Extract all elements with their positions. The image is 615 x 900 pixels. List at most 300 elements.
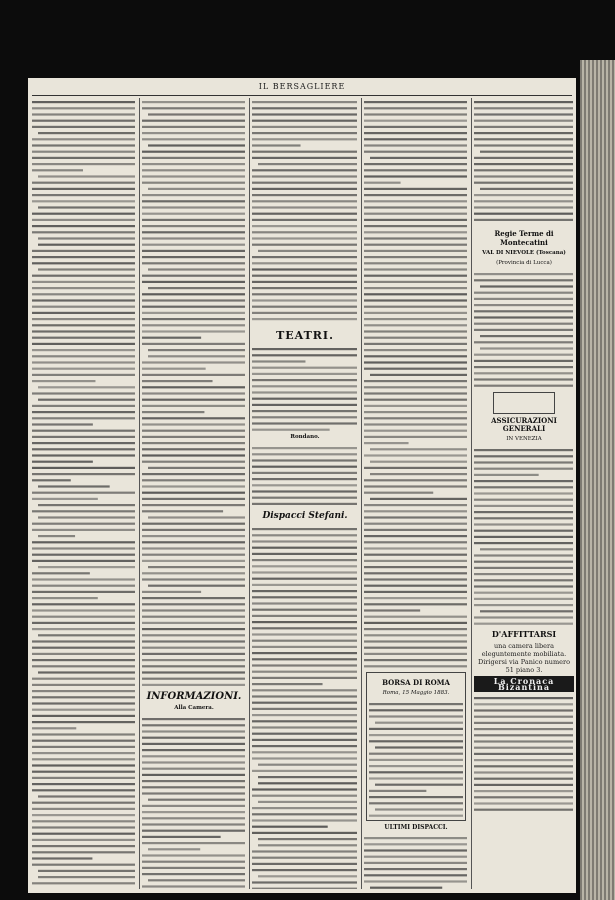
text-line — [474, 341, 573, 343]
affittarsi-address: Dirigersi via Panico numero 51 piano 3. — [477, 658, 570, 674]
text-line — [364, 219, 467, 221]
text-line — [142, 237, 245, 239]
text-line — [364, 213, 467, 215]
adjacent-page-strip — [580, 60, 615, 900]
text-line — [364, 182, 401, 184]
text-line — [32, 330, 135, 332]
text-line — [474, 157, 573, 159]
text-line — [369, 703, 463, 705]
text-line — [38, 485, 110, 487]
text-line — [364, 659, 467, 661]
text-line — [252, 888, 357, 889]
text-line — [364, 622, 467, 624]
text-line — [252, 447, 357, 449]
text-line — [142, 213, 245, 215]
text-line — [369, 796, 463, 798]
column-3 — [252, 98, 358, 889]
text-line — [480, 335, 573, 337]
text-line — [474, 213, 573, 215]
text-line — [32, 454, 135, 456]
text-line — [375, 784, 463, 786]
text-line — [142, 392, 245, 394]
text-line — [252, 813, 357, 815]
text-line — [474, 273, 573, 275]
text-line — [364, 479, 467, 481]
text-line — [474, 292, 573, 294]
text-line — [252, 733, 357, 735]
text-line — [474, 530, 573, 532]
text-line — [364, 566, 467, 568]
text-line — [142, 755, 245, 757]
text-line — [32, 678, 135, 680]
text-line — [32, 182, 135, 184]
text-line — [474, 778, 573, 780]
text-line — [252, 671, 357, 673]
text-line — [252, 360, 305, 362]
text-line — [32, 696, 135, 698]
text-line — [142, 811, 245, 813]
column-3-dispacci-text — [252, 525, 358, 889]
text-line — [369, 728, 463, 730]
text-line — [369, 740, 463, 742]
text-line — [474, 366, 573, 368]
text-line — [142, 854, 245, 856]
text-line — [32, 337, 135, 339]
text-line — [148, 566, 245, 568]
text-line — [364, 293, 467, 295]
text-line — [364, 547, 467, 549]
text-line — [252, 683, 323, 685]
text-line — [252, 534, 357, 536]
text-line — [252, 528, 357, 530]
cronaca-heading: La Cronaca Bizantina — [474, 676, 574, 692]
text-line — [474, 741, 573, 743]
text-line — [142, 337, 201, 339]
text-line — [142, 479, 245, 481]
text-line — [142, 120, 245, 122]
text-line — [369, 709, 463, 711]
text-line — [142, 572, 245, 574]
text-line — [142, 836, 221, 838]
text-line — [252, 484, 357, 486]
text-line — [369, 802, 463, 804]
text-line — [142, 225, 245, 227]
text-line — [252, 459, 357, 461]
text-line — [32, 752, 135, 754]
text-line — [364, 634, 467, 636]
text-line — [364, 837, 467, 839]
text-line — [364, 275, 467, 277]
text-line — [32, 690, 135, 692]
column-5-text — [474, 98, 574, 226]
text-line — [32, 702, 135, 704]
text-line — [32, 492, 135, 494]
text-line — [364, 609, 420, 611]
text-line — [375, 808, 463, 810]
column-1 — [32, 98, 136, 889]
text-line — [364, 454, 467, 456]
text-line — [142, 417, 245, 419]
text-line — [32, 622, 135, 624]
text-line — [474, 753, 573, 755]
text-line — [252, 256, 357, 258]
text-line — [258, 250, 357, 252]
text-line — [252, 826, 328, 828]
text-line — [252, 144, 301, 146]
text-line — [252, 627, 357, 629]
text-line — [474, 573, 573, 575]
assicurazioni-city: IN VENEZIA — [506, 436, 542, 442]
text-line — [474, 728, 573, 730]
text-line — [142, 737, 245, 739]
text-line — [252, 281, 357, 283]
assicurazioni-seal — [493, 392, 555, 414]
text-line — [142, 182, 245, 184]
text-line — [32, 857, 92, 859]
text-line — [474, 449, 573, 451]
text-line — [32, 101, 135, 103]
text-line — [474, 623, 573, 625]
text-line — [32, 709, 135, 711]
text-line — [252, 739, 357, 741]
text-line — [364, 485, 467, 487]
text-line — [364, 585, 467, 587]
text-line — [32, 609, 135, 611]
text-line — [38, 795, 135, 797]
text-line — [364, 244, 467, 246]
borsa-heading: BORSA DI ROMA — [382, 678, 450, 687]
text-line — [32, 628, 135, 630]
text-line — [142, 786, 245, 788]
text-line — [364, 572, 467, 574]
alla-camera-heading: Alla Camera. — [174, 705, 214, 711]
text-line — [142, 730, 245, 732]
text-line — [32, 585, 135, 587]
text-line — [32, 684, 135, 686]
text-line — [370, 473, 467, 475]
text-line — [474, 329, 573, 331]
text-line — [32, 572, 90, 574]
text-line — [32, 783, 135, 785]
text-line — [252, 596, 357, 598]
text-line — [364, 868, 467, 870]
text-line — [474, 461, 573, 463]
text-line — [252, 702, 357, 704]
text-line — [142, 169, 245, 171]
text-line — [252, 169, 357, 171]
text-line — [142, 792, 245, 794]
text-line — [258, 801, 357, 803]
text-line — [142, 200, 245, 202]
text-line — [258, 844, 357, 846]
text-line — [474, 101, 573, 103]
text-line — [252, 652, 357, 654]
text-line — [474, 455, 573, 457]
text-line — [364, 262, 467, 264]
text-line — [32, 312, 135, 314]
text-line — [252, 490, 357, 492]
text-line — [252, 157, 357, 159]
text-line — [252, 312, 357, 314]
text-line — [32, 225, 135, 227]
column-2-text-lower — [142, 715, 246, 889]
text-line — [252, 299, 357, 301]
text-line — [142, 299, 245, 301]
text-line — [142, 817, 245, 819]
text-line — [148, 349, 245, 351]
text-line — [142, 678, 245, 680]
text-line — [252, 658, 357, 660]
text-line — [142, 653, 245, 655]
text-line — [32, 591, 135, 593]
text-line — [142, 343, 245, 345]
borsa-date: Roma, 15 Maggio 1883. — [382, 690, 450, 696]
text-line — [364, 281, 467, 283]
text-line — [364, 368, 467, 370]
text-line — [252, 547, 357, 549]
text-line — [252, 219, 357, 221]
text-line — [364, 560, 467, 562]
text-line — [474, 759, 573, 761]
text-line — [142, 659, 245, 661]
text-line — [252, 745, 357, 747]
text-line — [142, 430, 245, 432]
text-line — [148, 113, 245, 115]
text-line — [364, 287, 467, 289]
text-line — [474, 138, 573, 140]
text-line — [369, 715, 463, 717]
text-line — [142, 318, 245, 320]
text-line — [474, 747, 573, 749]
text-line — [474, 132, 573, 134]
text-line — [364, 880, 467, 882]
text-line — [252, 565, 357, 567]
text-line — [474, 511, 573, 513]
text-line — [142, 306, 245, 308]
text-line — [364, 126, 467, 128]
text-line — [252, 609, 357, 611]
text-line — [142, 262, 245, 264]
text-line — [32, 498, 98, 500]
column-3-rondano-text — [252, 444, 358, 508]
text-line — [32, 231, 135, 233]
text-line — [142, 281, 245, 283]
text-line — [369, 790, 426, 792]
text-line — [252, 602, 357, 604]
text-line — [364, 874, 467, 876]
text-line — [142, 492, 245, 494]
text-line — [474, 200, 573, 202]
text-line — [480, 548, 573, 550]
text-line — [364, 380, 467, 382]
text-line — [142, 768, 245, 770]
text-line — [32, 318, 135, 320]
column-5 — [474, 98, 574, 889]
text-line — [142, 275, 245, 277]
text-line — [474, 542, 573, 544]
column-4-ultimi-text — [364, 834, 468, 889]
column-3-teatri-text — [252, 345, 358, 431]
dispacci-heading: Dispacci Stefani. — [262, 511, 348, 521]
text-line — [38, 535, 75, 537]
text-line — [252, 410, 357, 412]
text-line — [369, 734, 463, 736]
text-line — [142, 101, 245, 103]
text-line — [142, 671, 245, 673]
text-line — [32, 126, 135, 128]
teatri-heading: TEATRI. — [276, 329, 334, 342]
text-line — [32, 529, 135, 531]
text-line — [32, 826, 135, 828]
text-line — [252, 664, 357, 666]
text-line — [148, 848, 200, 850]
text-line — [474, 592, 573, 594]
terme-text — [474, 270, 574, 390]
text-line — [252, 151, 357, 153]
text-line — [142, 411, 204, 413]
text-line — [142, 250, 245, 252]
text-line — [32, 771, 135, 773]
text-line — [474, 616, 573, 618]
text-line — [364, 194, 467, 196]
text-line — [364, 312, 467, 314]
text-line — [474, 772, 573, 774]
text-line — [364, 144, 467, 146]
masthead — [28, 82, 576, 96]
terme-province: (Provincia di Lucca) — [496, 260, 552, 266]
text-line — [364, 523, 467, 525]
text-line — [32, 250, 135, 252]
text-line — [32, 560, 135, 562]
text-line — [364, 237, 467, 239]
text-line — [252, 646, 357, 648]
text-line — [142, 194, 245, 196]
text-line — [38, 876, 135, 878]
text-line — [364, 200, 467, 202]
text-line — [252, 466, 357, 468]
text-line — [32, 851, 135, 853]
text-line — [252, 373, 357, 375]
text-line — [38, 870, 135, 872]
text-line — [364, 355, 467, 357]
text-line — [142, 885, 245, 887]
text-line — [142, 529, 245, 531]
text-line — [364, 492, 433, 494]
text-line — [474, 716, 573, 718]
text-line — [142, 749, 245, 751]
text-line — [474, 710, 573, 712]
text-line — [142, 454, 245, 456]
text-line — [32, 777, 135, 779]
text-line — [364, 268, 467, 270]
text-line — [474, 354, 573, 356]
rondano-heading: Rondano. — [290, 434, 320, 440]
text-line — [142, 244, 245, 246]
text-line — [252, 206, 357, 208]
text-line — [252, 757, 357, 759]
masthead-rule — [32, 95, 572, 96]
text-line — [252, 275, 357, 277]
text-line — [474, 486, 573, 488]
text-line — [364, 405, 467, 407]
text-line — [369, 815, 463, 817]
assicurazioni-heading: ASSICURAZIONI GENERALI — [491, 416, 557, 433]
text-line — [148, 516, 245, 518]
text-line — [142, 578, 245, 580]
text-line — [364, 640, 467, 642]
text-line — [148, 879, 245, 881]
text-line — [32, 479, 71, 481]
text-line — [32, 423, 93, 425]
text-line — [142, 622, 245, 624]
text-line — [32, 789, 135, 791]
text-line — [474, 567, 573, 569]
text-line — [32, 411, 135, 413]
text-line — [474, 704, 573, 706]
text-line — [32, 144, 135, 146]
text-line — [32, 392, 135, 394]
text-line — [252, 578, 357, 580]
text-line — [32, 640, 135, 642]
text-line — [252, 306, 357, 308]
text-line — [142, 805, 245, 807]
text-line — [142, 541, 245, 543]
text-line — [38, 132, 135, 134]
text-line — [369, 759, 463, 761]
text-line — [32, 374, 135, 376]
text-line — [142, 823, 245, 825]
text-line — [474, 790, 573, 792]
text-line — [142, 510, 223, 512]
text-line — [32, 473, 135, 475]
text-line — [148, 287, 245, 289]
text-line — [364, 529, 467, 531]
text-line — [32, 194, 135, 196]
text-line — [258, 782, 357, 784]
text-line — [364, 467, 467, 469]
text-line — [252, 689, 357, 691]
text-line — [252, 708, 357, 710]
text-line — [252, 244, 357, 246]
text-line — [252, 194, 357, 196]
text-line — [142, 498, 245, 500]
text-line — [142, 330, 245, 332]
text-line — [142, 560, 245, 562]
text-line — [32, 219, 135, 221]
text-line — [252, 559, 357, 561]
text-line — [364, 175, 467, 177]
column-divider — [471, 98, 472, 889]
text-line — [142, 867, 245, 869]
text-line — [32, 213, 135, 215]
text-line — [252, 857, 357, 859]
text-line — [142, 206, 245, 208]
text-line — [474, 474, 539, 476]
text-line — [364, 361, 467, 363]
text-line — [364, 163, 467, 165]
text-line — [142, 597, 245, 599]
text-line — [32, 188, 135, 190]
text-line — [252, 677, 357, 679]
text-line — [252, 615, 357, 617]
text-line — [364, 653, 467, 655]
text-line — [474, 323, 573, 325]
text-line — [32, 733, 135, 735]
text-line — [32, 523, 135, 525]
text-line — [252, 379, 357, 381]
text-line — [252, 268, 357, 270]
text-line — [364, 231, 467, 233]
